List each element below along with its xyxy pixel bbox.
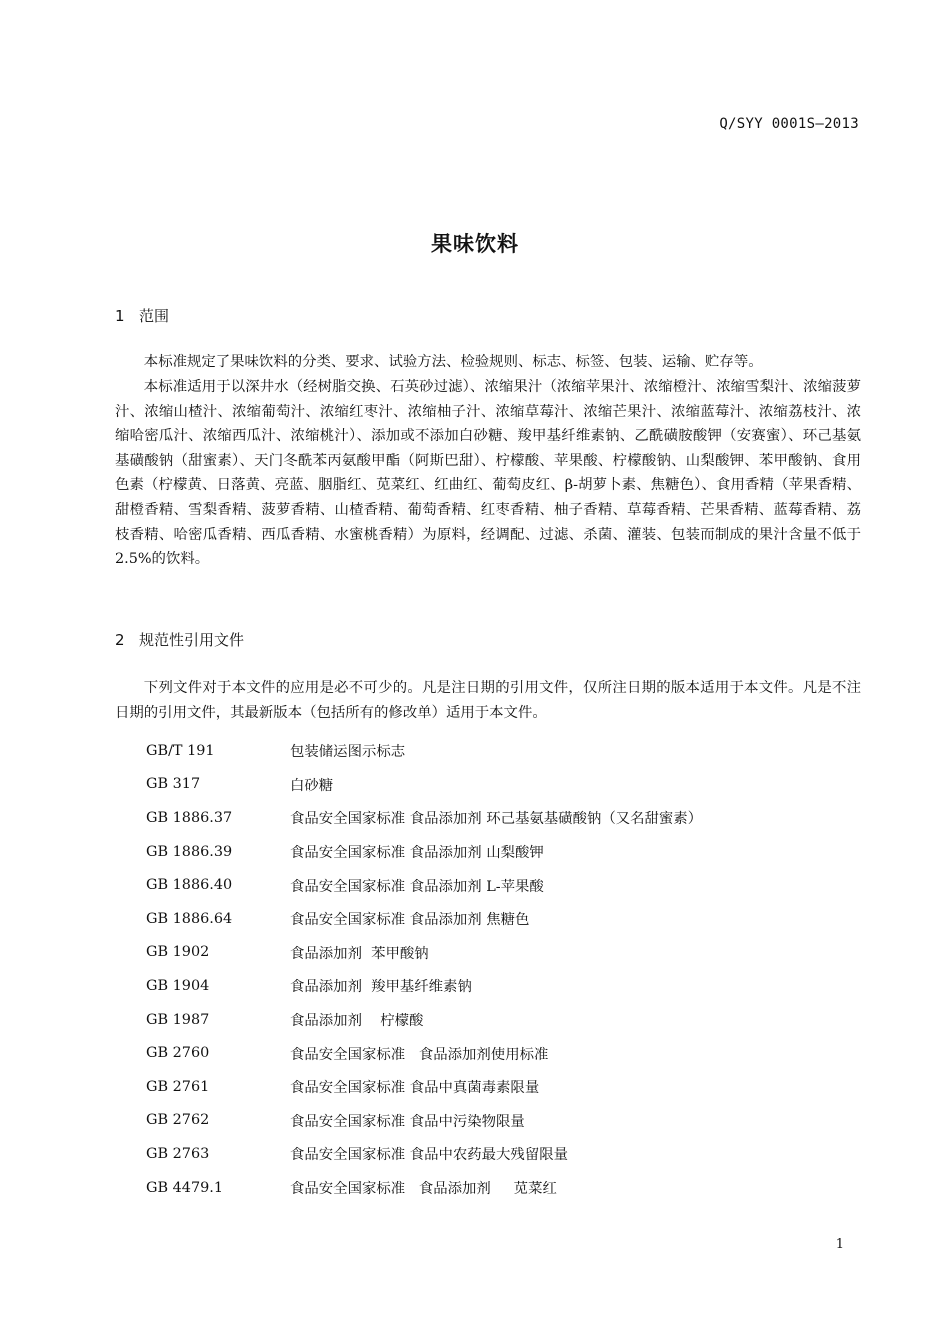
reference-title: 食品添加剂 柠檬酸 xyxy=(290,1013,424,1030)
reference-title: 食品添加剂 苯甲酸钠 xyxy=(290,945,429,962)
document-code: Q/SYY 0001S—2013 xyxy=(719,116,859,132)
references-intro: 下列文件对于本文件的应用是必不可少的。凡是注日期的引用文件，仅所注日期的版本适用于本文件。凡是不注日期的引用文件，其最新版本（包括所有的修改单）适用于本文件。 xyxy=(115,680,861,721)
reference-code: GB 1886.40 xyxy=(146,877,233,894)
reference-item xyxy=(146,936,861,970)
reference-code: GB 1886.64 xyxy=(146,910,233,927)
reference-code: GB/T 191 xyxy=(146,742,215,759)
reference-title: 白砂糖 xyxy=(290,777,334,794)
reference-item xyxy=(146,1070,861,1104)
reference-list xyxy=(146,734,861,1204)
reference-title: 食品安全国家标准 食品添加剂 环己基氨基磺酸钠（又名甜蜜素） xyxy=(290,811,703,828)
scope-paragraph-2: 本标准适用于以深井水（经树脂交换、石英砂过滤）、浓缩果汁（浓缩苹果汁、浓缩橙汁、浓缩雪梨汁、浓缩菠萝汁、浓缩山楂汁、浓缩葡萄汁、浓缩红枣汁、浓缩柚子汁、浓缩草莓汁、浓缩芒果汁、浓缩蓝莓汁、浓缩荔枝汁、浓缩哈密瓜汁、浓缩西瓜汁、浓缩桃汁）、添加或不添加白砂糖、羧甲基纤维素钠、乙酰磺胺酸钾（安赛蜜）、环己基氨基磺酸钠（甜蜜素）、天门冬酰苯丙氨酸甲酯（阿斯巴甜）、柠檬酸、苹果酸、柠檬酸钠、山梨酸钾、苯甲酸钠、食用色素（柠檬黄、日落黄、亮蓝、胭脂红、苋菜红、红曲红、葡萄皮红、β-胡萝卜素、焦糖色）、食用香精（苹果香精、甜橙香精、雪梨香精、菠萝香精、山楂香精、葡萄香精、红枣香精、柚子香精、草莓香精、芒果香精、蓝莓香精、荔枝香精、哈密瓜香精、西瓜香精、水蜜桃香精）为原料，经调配、过滤、杀菌、灌装、包装而制成的果汁含量不低于2.5%的饮料。 xyxy=(115,379,861,568)
reference-title: 包装储运图示标志 xyxy=(290,744,406,761)
reference-code: GB 1904 xyxy=(146,977,210,994)
reference-code: GB 1886.37 xyxy=(146,809,233,826)
section-1-heading xyxy=(115,305,169,326)
section-2-title: 规范性引用文件 xyxy=(139,631,245,649)
reference-item xyxy=(146,969,861,1003)
document-title: 果味饮料 xyxy=(431,232,519,256)
reference-title: 食品安全国家标准 食品添加剂 山梨酸钾 xyxy=(290,845,544,862)
reference-title: 食品安全国家标准 食品中污染物限量 xyxy=(290,1113,525,1130)
page-number: 1 xyxy=(835,1237,844,1252)
reference-item xyxy=(146,1137,861,1171)
reference-item xyxy=(146,868,861,902)
reference-item xyxy=(146,801,861,835)
reference-code: GB 1886.39 xyxy=(146,843,233,860)
reference-title: 食品添加剂 羧甲基纤维素钠 xyxy=(290,979,472,996)
reference-title: 食品安全国家标准 食品添加剂 苋菜红 xyxy=(290,1181,557,1198)
section-2-heading xyxy=(115,629,244,650)
reference-item xyxy=(146,902,861,936)
reference-code: GB 2762 xyxy=(146,1112,210,1129)
reference-item xyxy=(146,1036,861,1070)
reference-code: GB 1987 xyxy=(146,1011,210,1028)
scope-paragraph-1: 本标准规定了果味饮料的分类、要求、试验方法、检验规则、标志、标签、包装、运输、贮存等。 xyxy=(143,354,763,370)
reference-item xyxy=(146,1104,861,1138)
reference-title: 食品安全国家标准 食品添加剂 L-苹果酸 xyxy=(290,878,544,895)
reference-code: GB 317 xyxy=(146,776,201,793)
section-1-title: 范围 xyxy=(139,307,170,325)
reference-item xyxy=(146,734,861,768)
reference-code: GB 4479.1 xyxy=(146,1179,223,1196)
reference-item xyxy=(146,768,861,802)
section-2-number: 2 xyxy=(115,631,125,649)
reference-title: 食品安全国家标准 食品中真菌毒素限量 xyxy=(290,1080,540,1097)
reference-code: GB 2763 xyxy=(146,1145,210,1162)
reference-code: GB 2761 xyxy=(146,1078,210,1095)
reference-title: 食品安全国家标准 食品添加剂使用标准 xyxy=(290,1046,549,1063)
reference-item xyxy=(146,1003,861,1037)
section-1-number: 1 xyxy=(115,307,125,325)
reference-item xyxy=(146,835,861,869)
reference-title: 食品安全国家标准 食品中农药最大残留限量 xyxy=(290,1147,568,1164)
reference-code: GB 1902 xyxy=(146,944,210,961)
reference-code: GB 2760 xyxy=(146,1045,210,1062)
reference-title: 食品安全国家标准 食品添加剂 焦糖色 xyxy=(290,912,530,929)
reference-item xyxy=(146,1171,861,1205)
